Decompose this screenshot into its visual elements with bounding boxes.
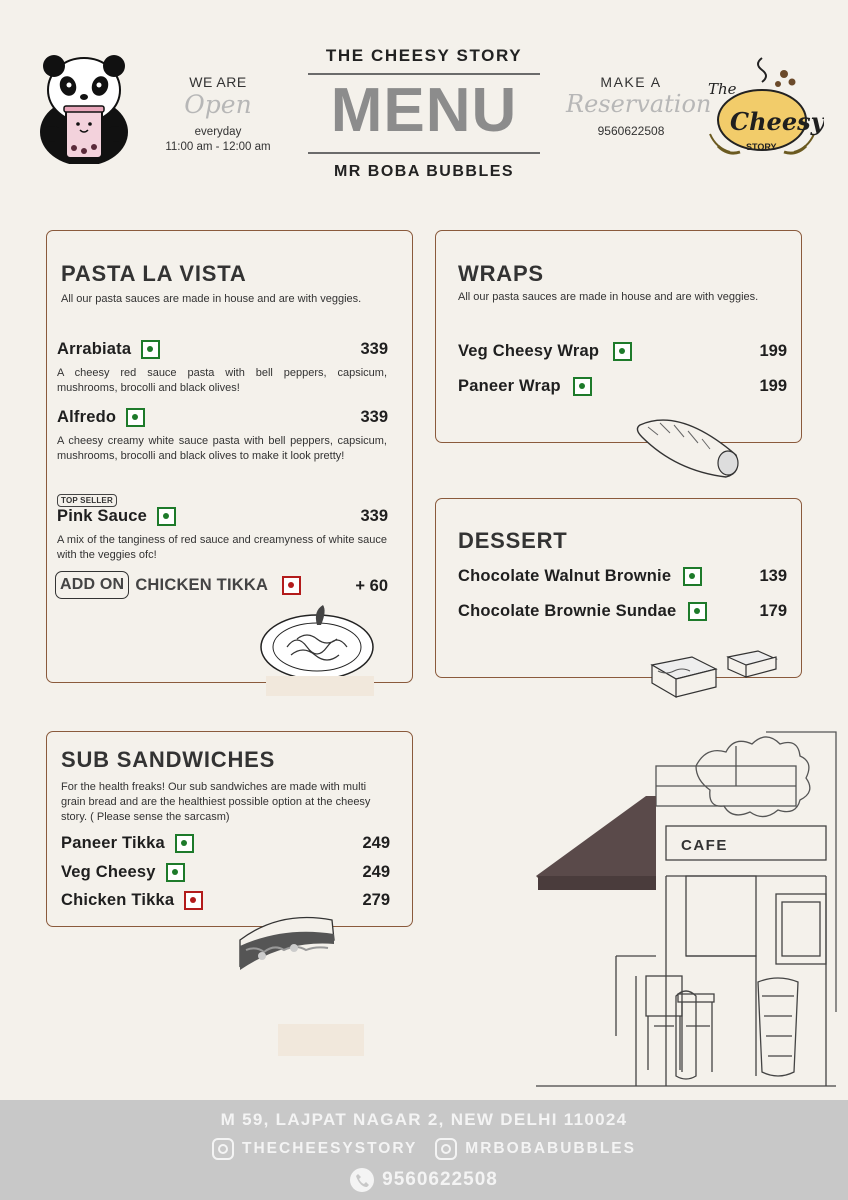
item-price: 339: [360, 340, 388, 358]
header-divider-bottom: [308, 152, 540, 154]
footer-address: M 59, LAJPAT NAGAR 2, NEW DELHI 110024: [220, 1110, 628, 1129]
phone-icon: [350, 1168, 374, 1192]
instagram-link-mrbobabubbles[interactable]: [435, 1138, 636, 1160]
brownie-illustration: [648, 647, 780, 710]
item-name: Chicken Tikka: [61, 891, 175, 909]
reserve-line1: MAKE A: [600, 74, 662, 90]
veg-icon: [688, 602, 707, 621]
footer-phone-number: 9560622508: [382, 1169, 498, 1190]
cheesy-story-logo: [700, 54, 824, 162]
veg-icon: [141, 340, 160, 359]
item-price: 249: [362, 834, 390, 852]
dessert-title: DESSERT: [458, 528, 568, 553]
item-name: Pink Sauce: [57, 507, 148, 525]
footer: [0, 1100, 848, 1200]
instagram-icon: [212, 1138, 234, 1160]
item-name: Alfredo: [57, 408, 117, 426]
cafe-sign: CAFE: [681, 837, 728, 854]
pasta-title: PASTA LA VISTA: [61, 261, 247, 286]
wraps-description: All our pasta sauces are made in house and are with veggies.: [458, 291, 759, 303]
veg-icon: [683, 567, 702, 586]
item-price: 339: [360, 507, 388, 525]
veg-icon: [573, 377, 592, 396]
open-days: everyday: [194, 126, 242, 138]
item-name: Chocolate Brownie Sundae: [458, 602, 677, 620]
footer-phone[interactable]: [0, 1168, 848, 1192]
item-description: A cheesy creamy white sauce pasta with bell peppers, capsicum, mushrooms, brocolli and black olives to make it look pretty!: [57, 435, 387, 462]
instagram-handle: MRBOBABUBBLES: [465, 1140, 636, 1158]
item-name: Paneer Wrap: [458, 377, 561, 395]
reserve-line2: Reservation: [566, 90, 712, 118]
page-subtitle: MR BOBA BUBBLES: [333, 163, 515, 180]
item-price: 279: [362, 891, 390, 909]
menu-header: [308, 46, 540, 181]
item-price: 339: [360, 408, 388, 426]
item-name: Veg Cheesy: [61, 863, 156, 881]
item-name: Arrabiata: [57, 340, 132, 358]
sandwich-illustration: [236, 910, 338, 983]
wrap-illustration: [634, 405, 746, 486]
open-line2: Open: [184, 90, 252, 119]
dessert-section: [435, 498, 802, 678]
veg-icon: [613, 342, 632, 361]
pasta-section: [46, 230, 413, 683]
veg-icon: [126, 408, 145, 427]
item-name: Paneer Tikka: [61, 834, 165, 852]
add-on-label: ADD ON: [55, 571, 129, 599]
footer-socials: [0, 1138, 848, 1160]
item-price: 179: [759, 602, 787, 620]
item-price: 199: [759, 342, 787, 360]
item-name: Chocolate Walnut Brownie: [458, 567, 672, 585]
item-price: 249: [362, 863, 390, 881]
top-seller-badge: [57, 490, 117, 508]
reserve-phone[interactable]: 9560622508: [597, 124, 665, 138]
add-on-name: CHICKEN TIKKA: [135, 575, 269, 594]
header-divider-top: [308, 73, 540, 75]
sandwiches-description: For the health freaks! Our sub sandwiches are made with multi grain bread and are the healthiest possible option at the cheesy story. ( Please sense the sarcasm): [61, 781, 371, 823]
decorative-patch: [266, 676, 374, 696]
add-on-price: + 60: [355, 577, 388, 595]
sandwiches-title: SUB SANDWICHES: [61, 747, 276, 772]
item-description: A cheesy red sauce pasta with bell peppers, capsicum, mushrooms, brocolli and black olives!: [57, 367, 387, 394]
nonveg-icon: [184, 891, 203, 910]
instagram-icon: [435, 1138, 457, 1160]
open-hours-block: [162, 74, 274, 155]
veg-icon: [166, 863, 185, 882]
page-title: MENU: [330, 76, 518, 145]
decorative-patch: [278, 1024, 364, 1056]
wraps-title: WRAPS: [458, 261, 544, 286]
brand-name: THE CHEESY STORY: [325, 46, 523, 65]
cafe-storefront-illustration: [536, 726, 844, 1101]
item-price: 139: [759, 567, 787, 585]
open-line1: WE ARE: [189, 74, 247, 90]
logo-word-story: STORY: [746, 142, 777, 152]
pasta-description: All our pasta sauces are made in house and are with veggies.: [61, 293, 362, 305]
top-seller-label: TOP SELLER: [57, 494, 117, 507]
instagram-handle: THECHEESYSTORY: [242, 1140, 418, 1158]
panda-boba-illustration: [38, 52, 130, 164]
instagram-link-thecheesystory[interactable]: [212, 1138, 417, 1160]
item-name: Veg Cheesy Wrap: [458, 342, 600, 360]
logo-word-the: The: [708, 80, 737, 98]
logo-word-cheesy: Cheesy: [730, 107, 824, 136]
item-description: A mix of the tanginess of red sauce and creamyness of white sauce with the veggies ofc!: [57, 534, 387, 561]
wraps-section: [435, 230, 802, 443]
open-hours: 11:00 am - 12:00 am: [165, 141, 271, 153]
sandwiches-section: [46, 731, 413, 927]
nonveg-icon: [282, 576, 301, 595]
veg-icon: [157, 507, 176, 526]
reservation-block: [566, 74, 712, 138]
item-price: 199: [759, 377, 787, 395]
veg-icon: [175, 834, 194, 853]
